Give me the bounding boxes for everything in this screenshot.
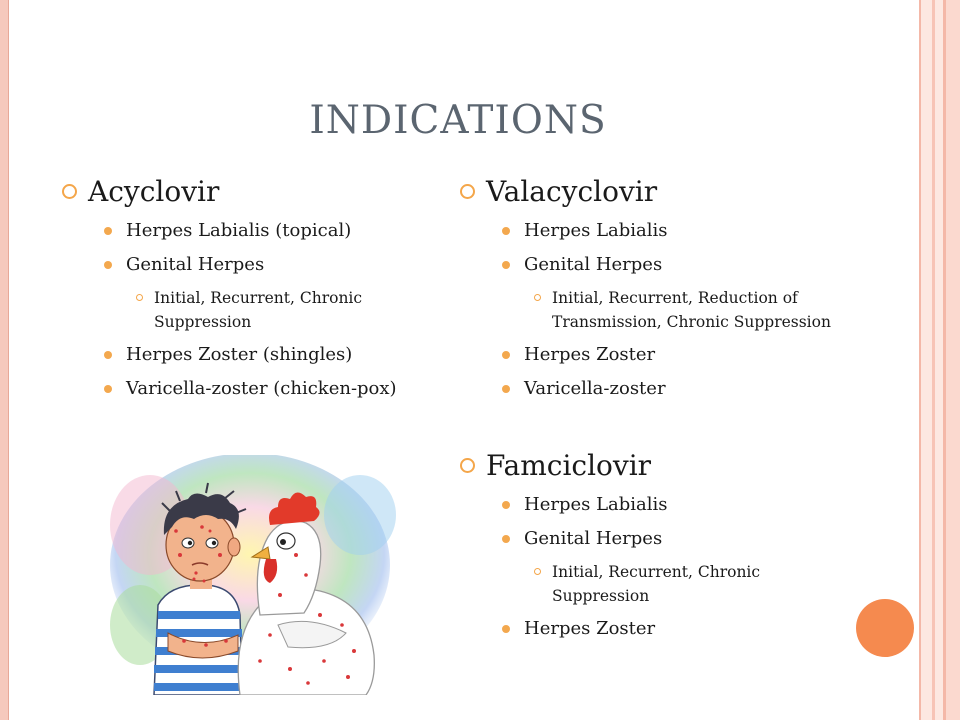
list-item: Genital Herpes [458, 252, 838, 278]
list-item: Herpes Labialis (topical) [60, 218, 420, 244]
dot-bullet-icon [104, 227, 112, 235]
dot-bullet-icon [502, 535, 510, 543]
list-item: Genital Herpes [458, 526, 838, 552]
dot-bullet-icon [104, 351, 112, 359]
valacyclovir-heading: Valacyclovir [458, 172, 838, 212]
decorative-orange-circle [856, 599, 914, 657]
list-item: Herpes Zoster [458, 342, 838, 368]
dot-bullet-icon [104, 261, 112, 269]
dot-bullet-icon [502, 385, 510, 393]
dot-bullet-icon [502, 501, 510, 509]
list-item: Genital Herpes [60, 252, 420, 278]
ring-bullet-icon [460, 458, 475, 473]
dot-bullet-icon [502, 261, 510, 269]
sub-list-item: Initial, Recurrent, Reduction of Transmission, Chronic Suppression [458, 286, 838, 334]
dot-bullet-icon [502, 625, 510, 633]
list-item: Varicella-zoster [458, 376, 838, 402]
list-item: Herpes Labialis [458, 218, 838, 244]
small-ring-bullet-icon [136, 294, 143, 301]
sub-list-item: Initial, Recurrent, Chronic Suppression [60, 286, 420, 334]
acyclovir-section [60, 172, 420, 410]
dot-bullet-icon [502, 227, 510, 235]
list-item: Varicella-zoster (chicken-pox) [60, 376, 420, 402]
slide-title: INDICATIONS [309, 98, 607, 143]
boy-and-chicken-with-chickenpox-illustration [110, 455, 398, 695]
list-item: Herpes Zoster [458, 616, 838, 642]
ring-bullet-icon [62, 184, 77, 199]
ring-bullet-icon [460, 184, 475, 199]
dot-bullet-icon [502, 351, 510, 359]
dot-bullet-icon [104, 385, 112, 393]
small-ring-bullet-icon [534, 568, 541, 575]
right-column [458, 172, 838, 650]
small-ring-bullet-icon [534, 294, 541, 301]
list-item: Herpes Zoster (shingles) [60, 342, 420, 368]
list-item: Herpes Labialis [458, 492, 838, 518]
sub-list-item: Initial, Recurrent, Chronic Suppression [458, 560, 838, 608]
slide-right-border [916, 0, 960, 720]
famciclovir-heading: Famciclovir [458, 446, 838, 486]
acyclovir-heading: Acyclovir [60, 172, 420, 212]
